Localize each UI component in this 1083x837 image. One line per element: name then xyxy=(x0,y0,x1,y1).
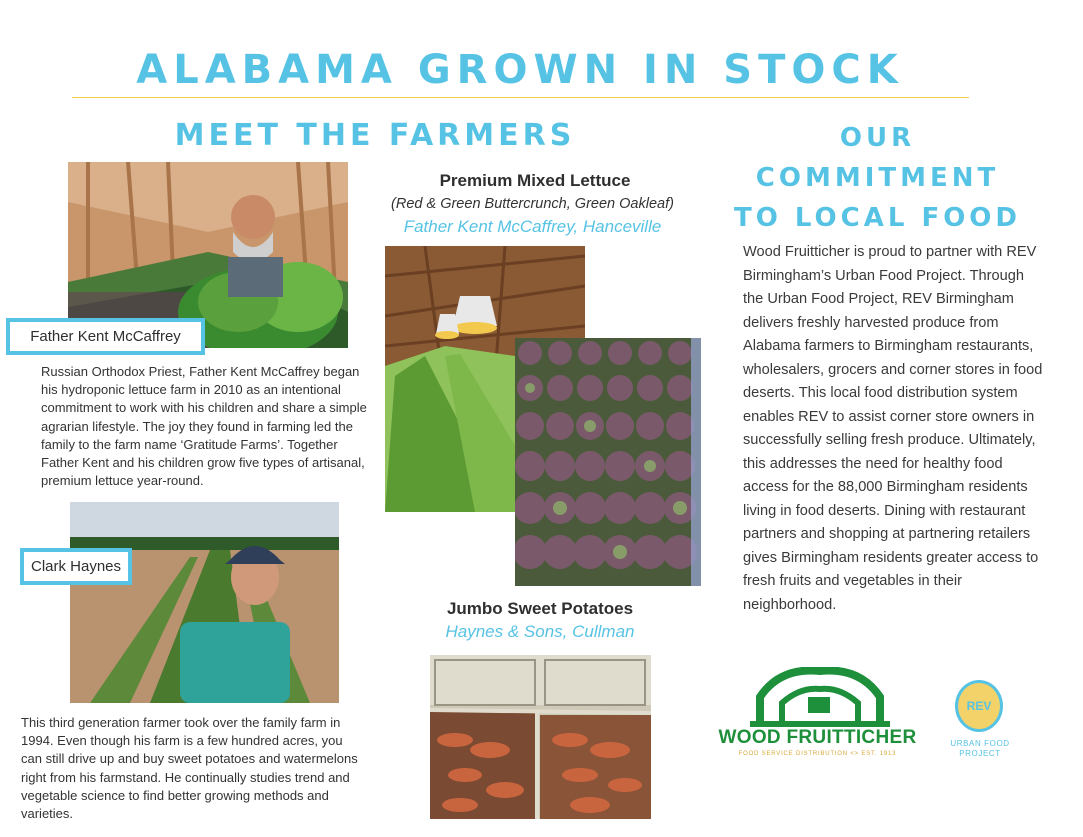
sweet-potatoes-photo xyxy=(430,655,651,819)
kent-bio: Russian Orthodox Priest, Father Kent McCaffrey began his hydroponic lettuce farm in 2010 as an intentional commitment to work with his children and share a simple agrarian lifestyle. The joy they found in farming led the family to the farm name ‘Gratitude Farms’. Together Father Kent and his children grow five types of artisanal, premium lettuce year-round. xyxy=(41,364,367,489)
wood-fruitticher-logo xyxy=(715,665,920,765)
lettuce-farm: Father Kent McCaffrey, Hanceville xyxy=(403,217,662,236)
lettuce-rows-photo xyxy=(515,338,701,586)
potatoes-product-name: Jumbo Sweet Potatoes xyxy=(446,599,634,618)
kent-name-tag: Father Kent McCaffrey xyxy=(6,318,205,355)
title-divider xyxy=(72,97,969,98)
rev-urban-food-project-logo xyxy=(945,672,1015,767)
commitment-heading-line1: OUR COMMITMENT xyxy=(755,123,1000,193)
commitment-heading xyxy=(715,118,1040,238)
clark-haynes-photo xyxy=(70,502,339,703)
clark-bio: This third generation farmer took over the family farm in 1994. Even though his farm is a few hundred acres, you can still drive up and buy sweet potatoes and watermelons right from his farmstand. He continually studies trend and vegetable science to find better growing methods and varieties. xyxy=(21,715,358,822)
page-title: ALABAMA GROWN IN STOCK xyxy=(136,47,904,93)
rev-subtitle-line2: PROJECT xyxy=(959,749,1001,758)
meet-farmers-heading: MEET THE FARMERS xyxy=(174,118,576,153)
wood-fruitticher-wordmark: WOOD FRUITTICHER xyxy=(718,727,917,748)
lettuce-varieties: (Red & Green Buttercrunch, Green Oakleaf) xyxy=(391,196,674,212)
rev-subtitle-line1: URBAN FOOD xyxy=(950,739,1010,748)
clark-name-tag: Clark Haynes xyxy=(20,548,132,585)
rev-subtitle xyxy=(945,739,1015,759)
commitment-heading-line2: TO LOCAL FOOD xyxy=(733,203,1021,233)
potatoes-farm: Haynes & Sons, Cullman xyxy=(445,622,635,641)
rev-badge: REV xyxy=(955,680,1003,732)
barn-icon xyxy=(750,667,890,727)
lettuce-product-name: Premium Mixed Lettuce xyxy=(439,171,631,190)
commitment-body: Wood Fruitticher is proud to partner with REV Birmingham’s Urban Food Project. Through the Urban Food Project, REV Birmingham delivers freshly harvested produce from Alabama farmers to Birmingham restaurants, wholesalers, grocers and corner stores in food deserts. This local food distribution system enables REV to assist corner store owners in successfully selling fresh produce. Ultimately, this addresses the need for healthy food access for the 88,000 Birmingham residents living in food deserts. Dining with restaurant partners and shopping at partnering retailers gives Birmingham residents greater access to fresh fruits and vegetables in their neighborhood. xyxy=(743,244,1043,613)
wood-fruitticher-tagline: FOOD SERVICE DISTRIBUTION <> EST. 1913 xyxy=(738,751,897,757)
